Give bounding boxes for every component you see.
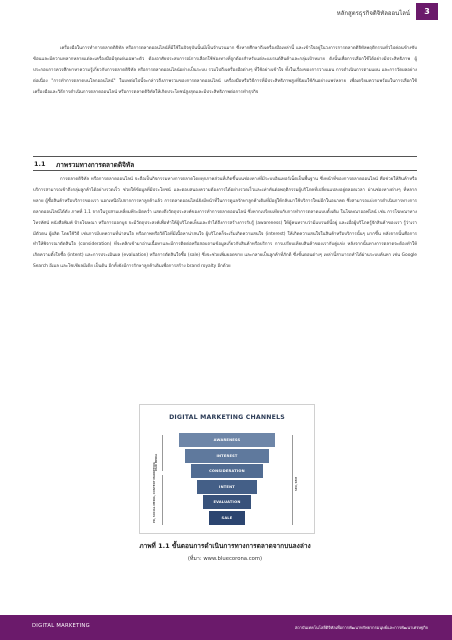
header-title: หลักสูตรธุรกิจดิจิทัลออนไลน์ (336, 10, 410, 17)
seo-sem-bracket (292, 435, 293, 525)
section-title: ภาพรวมทางการตลาดดิจิทัล (56, 161, 135, 169)
funnel-stage-interest: INTEREST (185, 449, 269, 463)
section-heading (33, 156, 417, 171)
footer-left: DIGITAL MARKETING (32, 623, 90, 629)
paid-media-bracket (162, 435, 163, 471)
digital-marketing-channels-figure (139, 404, 315, 534)
figure-caption: ภาพที่ 1.1 ขั้นตอนการดำเนินการทางการตลาดจากบนลงล่าง (139, 542, 311, 550)
funnel-stage-sale: SALE (209, 511, 245, 525)
seo-sem-label: SEO, SEM (295, 477, 298, 491)
section-number: 1.1 (34, 160, 46, 168)
page-number: 3 (416, 3, 438, 20)
intro-paragraph: เครื่องมือในการทำการตลาดดิจิทัล หรือการตลาดออนไลน์ที่มีใช้ในปัจจุบันนั้นมีเป็นจำนวนมาก ซึ่งหากศึกษาถึงเครื่องมือเหล่านี้ และเข้าใจอยู่ในวงการการตลาดดิจิทัลพฤติกรรมทั่วไปค่อนข้างซับซ้อนและมีความหลากหลายแต่ละเครื่องมือมีจุดเด่นเฉพาะตัว ต้องอาศัยประสบการณ์การเลือกใช้ช่องทางที่ถูกต้องสำหรับแต่ละแบรนด์สินค้าและกลุ่มเป้าหมาย ดังนั้นเพื่อการเลือกใช้ได้อย่างมีประสิทธิภาพ ผู้ประกอบการควรศึกษาหาความรู้เกี่ยวกับการตลาดดิจิทัล หรือการตลาดออนไลน์อย่างเป็นระบบ รวมไปถึงเครื่องมือต่างๆ ที่ใช้อย่างเข้าใจ ทั้งในเรื่องของการวางแผน การดำเนินการตามแผน และการวัดผลอย่างต่อเนื่อง "การทำการตลาดบนโลกออนไลน์" ในบทต่อไปนี้จะกล่าวถึงภาพรวมของการตลาดออนไลน์ เครื่องมือหรือวิธีการที่มีประสิทธิภาพสูงที่นิยมใช้กันอย่างแพร่หลาย เพื่อเตรียมความพร้อมในการเลือกใช้เครื่องมือและวิธีการดำเนินการตลาดออนไลน์ หรือการตลาดดิจิทัลให้เกิดประโยชน์สูงสุดและมีประสิทธิภาพต่อการทำธุรกิจ (33, 46, 417, 95)
funnel-stage-intent: INTENT (197, 480, 257, 494)
section-paragraph: การตลาดดิจิทัล หรือการตลาดออนไลน์ จะถือเป็นกิจกรรมทางการตลาดโดยทุกภาคส่วนที่เกิดขึ้นบนช่องทางที่มีระบบอินเทอร์เน็ตเป็นพื้นฐาน ซึ่งหน้าที่ของการตลาดออนไลน์ คือช่วยให้สินค้าหรือบริการสามารถเข้าถึงกลุ่มลูกค้าได้อย่างรวดเร็ว ช่วยให้ข้อมูลที่มีประโยชน์ และตอบสนองความต้องการได้อย่างรวดเร็วและเท่าทันต่อพฤติกรรมผู้บริโภคที่เปลี่ยนแปลงอยู่ตลอดเวลา ผ่านช่องทางต่างๆ ที่หลากหลาย ผู้ซื้อสินค้าหรือบริการของเรา นอกเหนือไปจากการหาลูกค้าแล้ว การตลาดออนไลน์ยังมีหน้าที่ในการดูแลรักษาลูกค้าเดิมที่มีอยู่ให้กลับมาใช้บริการใหม่อีกในอนาคต ซึ่งสามารถแบ่งการดำเนินการทางการตลาดออนไลน์ได้ดัง ภาพที่ 1.1 จากในรูปสามเหลี่ยมพีระมิดคว่ำ แสดงถึงวัตถุประสงค์ของการทำการตลาดออนไลน์ ซึ่งหากเปรียบเทียบกับการทำการตลาดแบบดั้งเดิม ในโฆษณาออฟไลน์ เช่น การโฆษณาทางโทรทัศน์ หนังสือพิมพ์ ป้ายโฆษณา หรือการออกบูธ จะมีวัตถุประสงค์เพื่อทำให้ผู้บริโภคเห็นและจำได้ถึงการสร้างการรับรู้ (awareness) ให้ผู้คนทราบว่ามีแบรนด์นี้อยู่ และเมื่อผู้บริโภครู้จักสินค้าของเรา รู้ว่าเรามีตัวตน ผู้ผลิต โดยใช้วิธี เช่นการมีบทความที่น่าสนใจ หรือภาพหรือวิดีโอที่มีเนื้อหาน่าสนใจ ผู้บริโภคก็จะเริ่มเกิดความสนใจ (interest) ให้เกิดความสนใจในสินค้าหรือบริการนั้นๆ มากขึ้น หลังจากนั้นคือการทำให้พิจารณาตัดสินใจ (consideration) ที่จะคลิกเข้ามาอ่านเนื้อหาและมีการติดต่อหรือสอบถามข้อมูลเกี่ยวกับสินค้าหรือบริการ การเปรียบเทียบสินค้าของเรากับคู่แข่ง หลังจากนั้นทางการตลาดจะต้องทำให้เกิดความตั้งใจซื้อ (intent) และการประเมินผล (evaluation) หรือการตัดสินใจซื้อ (sale) ซึ่งจะช่วยเพิ่มยอดขาย และกลายเป็นลูกค้าที่ภักดี ซึ่งขั้นตอนต่างๆ เหล่านี้สามารถทำได้ผ่านระบบค้นหา เช่น Google Search อีเมล และโซเชียลมีเดีย เป็นต้น อีกทั้งยังมีการรักษาลูกค้าเดิมเพื่อการสร้าง brand royalty อีกด้วย (33, 177, 417, 270)
figure-title: DIGITAL MARKETING CHANNELS (169, 414, 285, 421)
figure-source: (ที่มา: www.bluecorona.com) (187, 556, 263, 562)
pr-social-bracket (162, 475, 163, 525)
page-header (0, 0, 452, 24)
funnel-stage-consideration: CONSIDERATION (191, 464, 263, 478)
funnel-stage-evaluation: EVALUATION (203, 495, 251, 509)
pr-social-label: PR, SOCIAL MEDIA, CONTENT MARKETING (153, 462, 156, 523)
page-footer (0, 615, 452, 640)
footer-right: สถาบันเทคโนโลยีดิจิทัลเพื่อการพัฒนาทรัพยากรมนุษย์และการพัฒนาเศรษฐกิจ (294, 625, 428, 630)
paid-media-label: PAID MEDIA (155, 453, 158, 471)
funnel-stage-awareness: AWARENESS (179, 433, 275, 447)
